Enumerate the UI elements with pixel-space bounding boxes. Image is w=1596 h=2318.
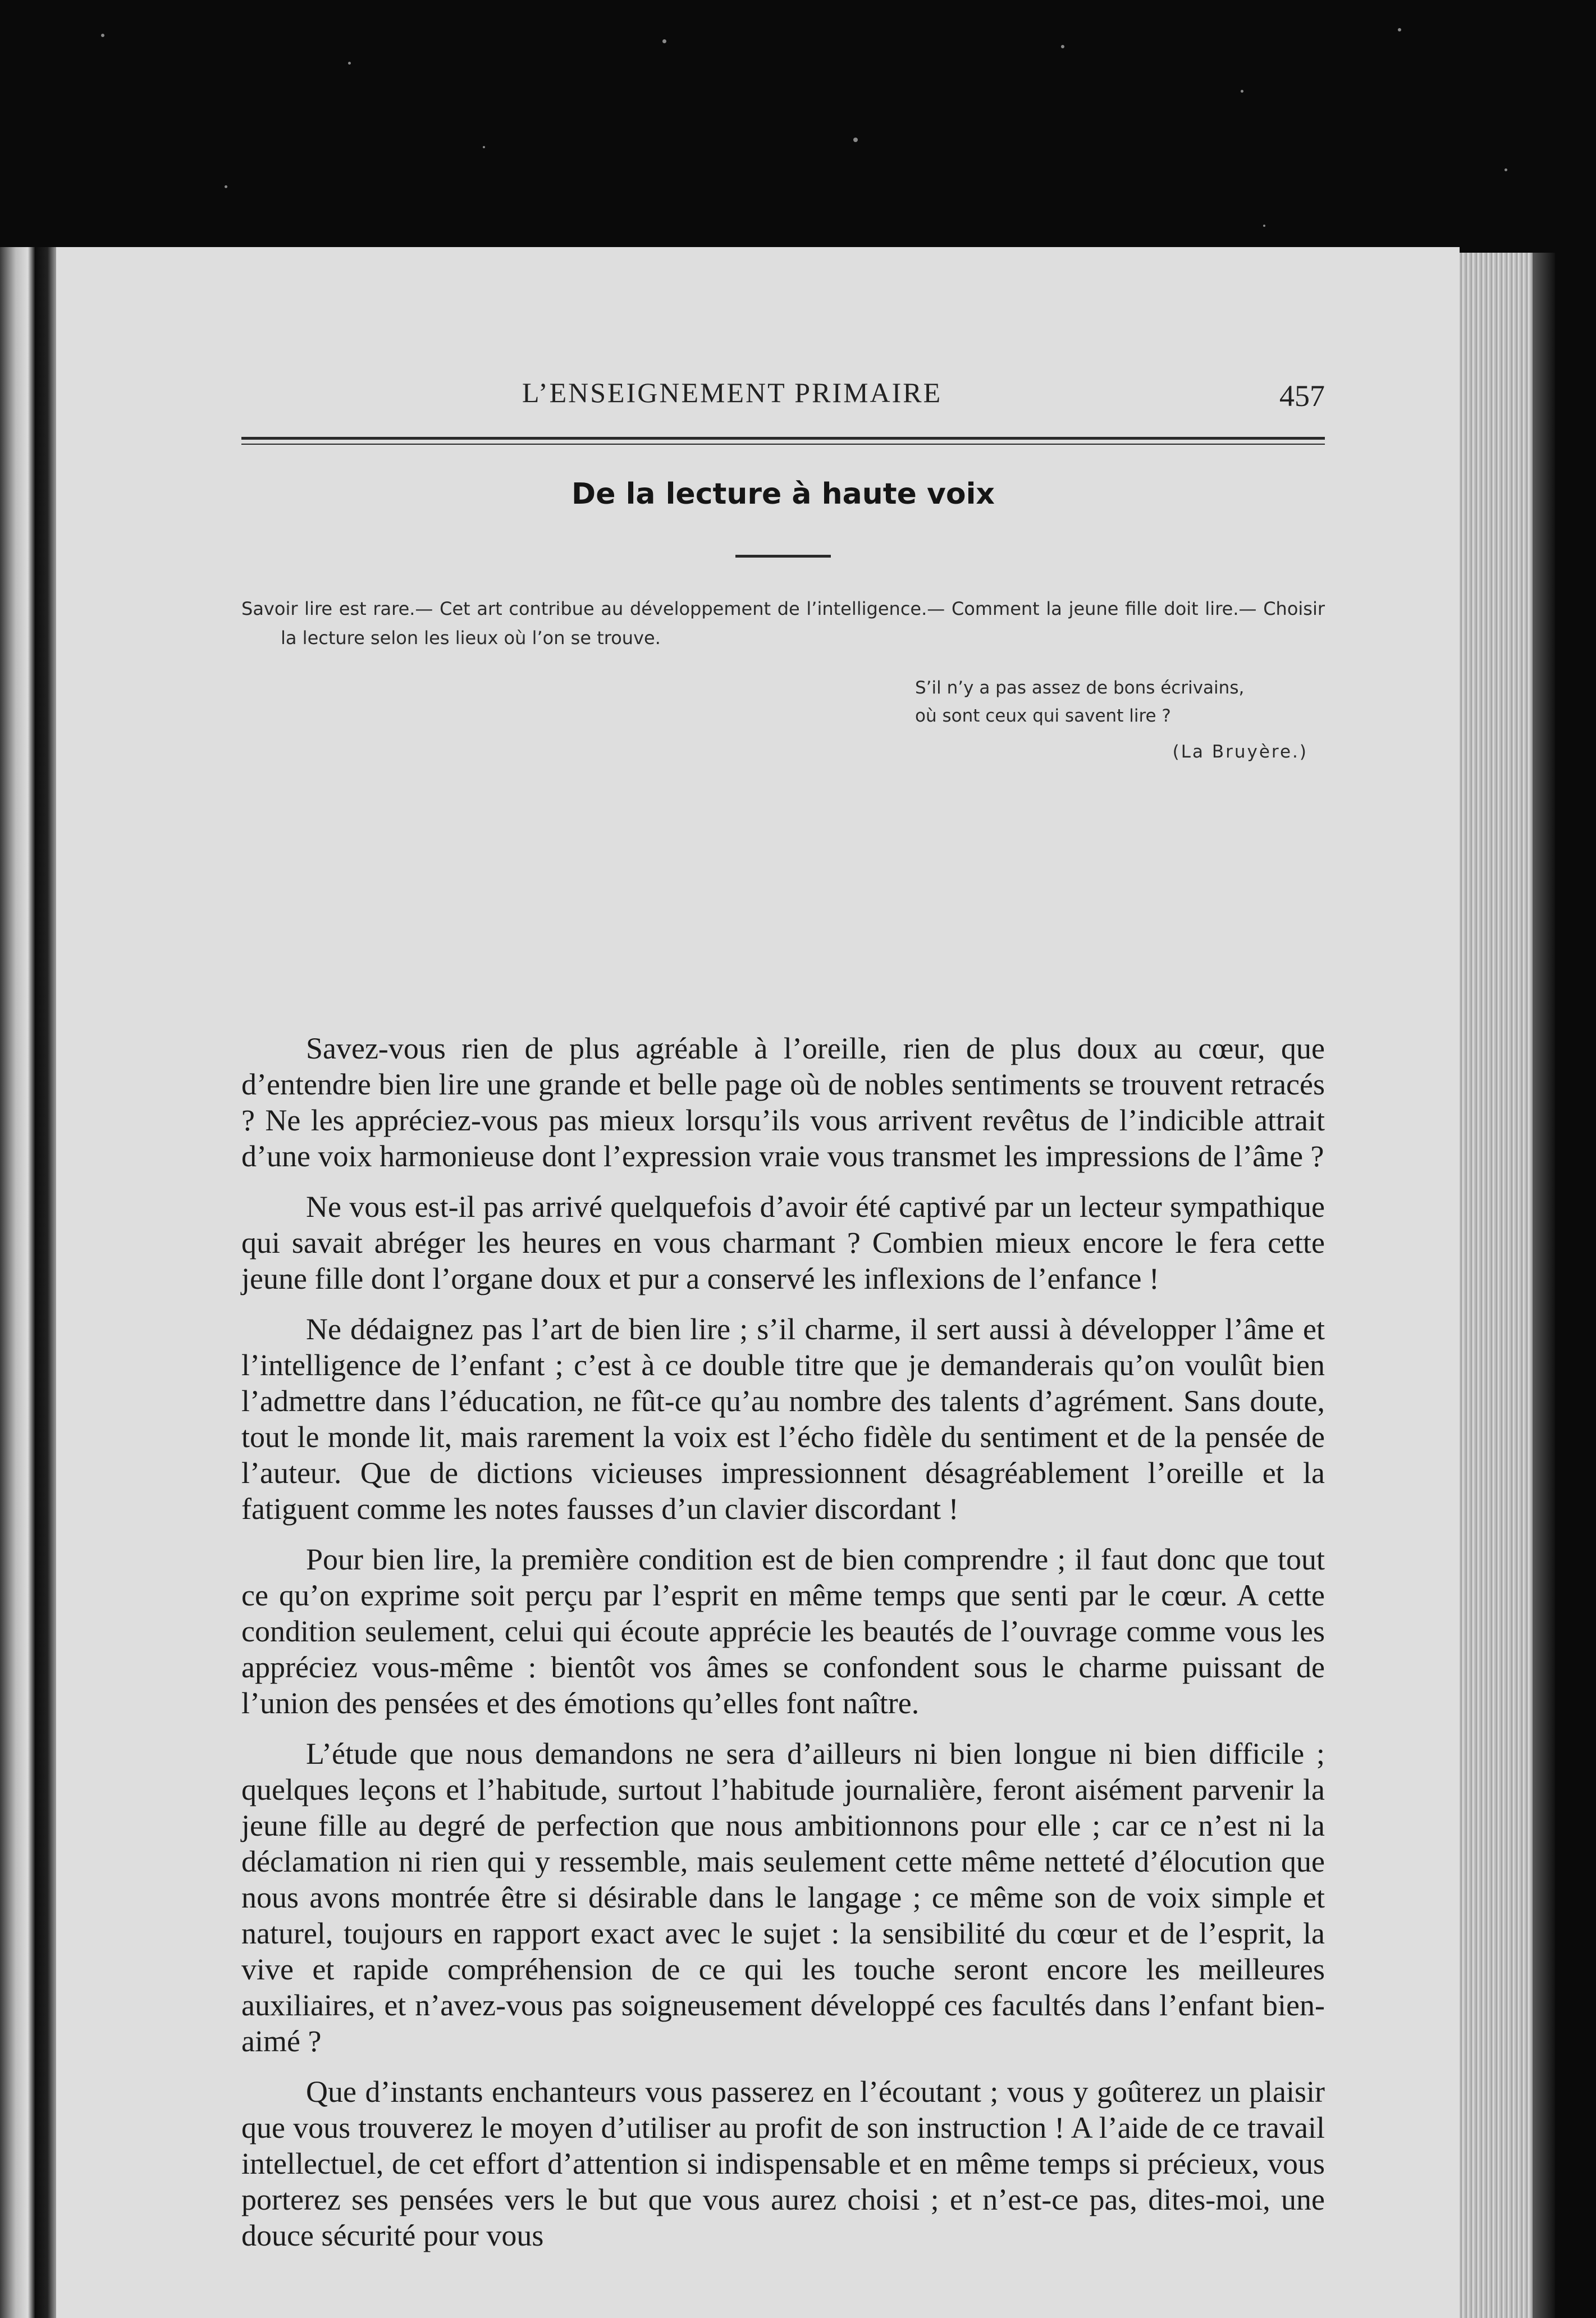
article-body — [241, 1030, 1325, 2268]
background-speck — [101, 34, 104, 37]
background-speck — [483, 146, 485, 148]
background-speck — [1241, 90, 1243, 93]
page-block-edge — [1460, 253, 1533, 2318]
body-paragraph: Que d’instants enchanteurs vous passerez en l’écoutant ; vous y goûterez un plaisir que vous trouverez le moyen d’utiliser au profit de son instruction ! A l’aide de ce travail intellectuel, de cet effort d’attention si indispensable et en même temps si précieux, vous porterez ses pensées vers le but que vous aurez choisi ; et n’est-ce pas, dites-moi, une douce sécurité pour vous — [241, 2075, 1325, 2252]
background-speck — [853, 138, 858, 142]
background-speck — [1263, 225, 1265, 227]
page-number: 457 — [1279, 379, 1325, 413]
background-speck — [1398, 28, 1401, 31]
body-paragraph: L’étude que nous demandons ne sera d’ailleurs ni bien longue ni bien difficile ; quelques leçons et l’habitude, surtout l’habitude journalière, feront aisément parvenir la jeune fille au degré de perfection que nous ambitionnons pour elle ; car ce n’est ni la déclamation ni rien qui y ressemble, mais seulement cette même netteté d’élocution que nous avons montrée être si désirable dans le langage ; ce même son de voix simple et naturel, toujours en rapport exact avec le sujet : la sensibilité du cœur et de l’esprit, la vive et rapide compréhension de ce qui les touche seront encore les meilleures auxiliaires, et n’avez-vous pas soigneusement développé ces facultés dans l’enfant bien-aimé ? — [241, 1737, 1325, 2058]
article-summary: Savoir lire est rare.— Cet art contribue au développement de l’intelligence.— Comment la jeune fille doit lire.— Choisir la lecture selon les lieux où l’on se trouve. — [241, 598, 1325, 649]
epigraph — [915, 674, 1325, 766]
book-cover-edge — [1533, 253, 1555, 2318]
body-paragraph: Savez-vous rien de plus agréable à l’oreille, rien de plus doux au cœur, que d’entendre bien lire une grande et belle page où de nobles sentiments se trouvent retracés ? Ne les appréciez-vous pas mieux lorsqu’ils vous arrivent revêtus de l’indicible attrait d’une voix harmonieuse dont l’expression vraie vous transmet les impressions de l’âme ? — [241, 1032, 1325, 1173]
body-paragraph: Pour bien lire, la première condition est de bien comprendre ; il faut donc que tout ce qu’on exprime soit perçu par l’esprit en même temps que senti par le cœur. A cette condition seulement, celui qui écoute apprécie les beautés de l’ouvrage comme vous les appréciez vous-même : bientôt vos âmes se confondent sous le charme puissant de l’union des pensées et des émotions qu’elles font naître. — [241, 1543, 1325, 1720]
book-gutter — [35, 247, 56, 2318]
previous-page-edge — [0, 247, 35, 2318]
running-head — [241, 376, 1325, 416]
body-paragraph: Ne dédaignez pas l’art de bien lire ; s’il charme, il sert aussi à développer l’âme et l’intelligence de l’enfant ; c’est à ce double titre que je demanderais qu’on voulût bien l’admettre dans l’éducation, ne fût-ce qu’au nombre des talents d’agrément. Sans doute, tout le monde lit, mais rarement la voix est l’écho fidèle du sentiment et de la pensée de l’auteur. Que de dictions vicieuses impressionnent désagréablement l’oreille et la fatiguent comme les notes fausses d’un clavier discordant ! — [241, 1312, 1325, 1526]
epigraph-source: (La Bruyère.) — [1172, 742, 1308, 762]
body-paragraph: Ne vous est-il pas arrivé quelquefois d’avoir été captivé par un lecteur sympathique qui savait abréger les heures en vous charmant ? Combien mieux encore le fera cette jeune fille dont l’organe doux et pur a conservé les inflexions de l’enfance ! — [241, 1190, 1325, 1295]
header-rule — [241, 437, 1325, 445]
background-speck — [225, 185, 227, 188]
article-title: De la lecture à haute voix — [571, 477, 995, 511]
background-speck — [1504, 168, 1507, 171]
book-page — [56, 247, 1460, 2318]
epigraph-line: S’il n’y a pas assez de bons écrivains, — [915, 678, 1245, 698]
running-title: L’ENSEIGNEMENT PRIMAIRE — [522, 377, 943, 408]
background-speck — [1061, 45, 1064, 48]
background-speck — [662, 39, 666, 43]
epigraph-line: où sont ceux qui savent lire ? — [915, 706, 1171, 726]
title-rule — [735, 555, 831, 558]
background-speck — [348, 62, 351, 65]
